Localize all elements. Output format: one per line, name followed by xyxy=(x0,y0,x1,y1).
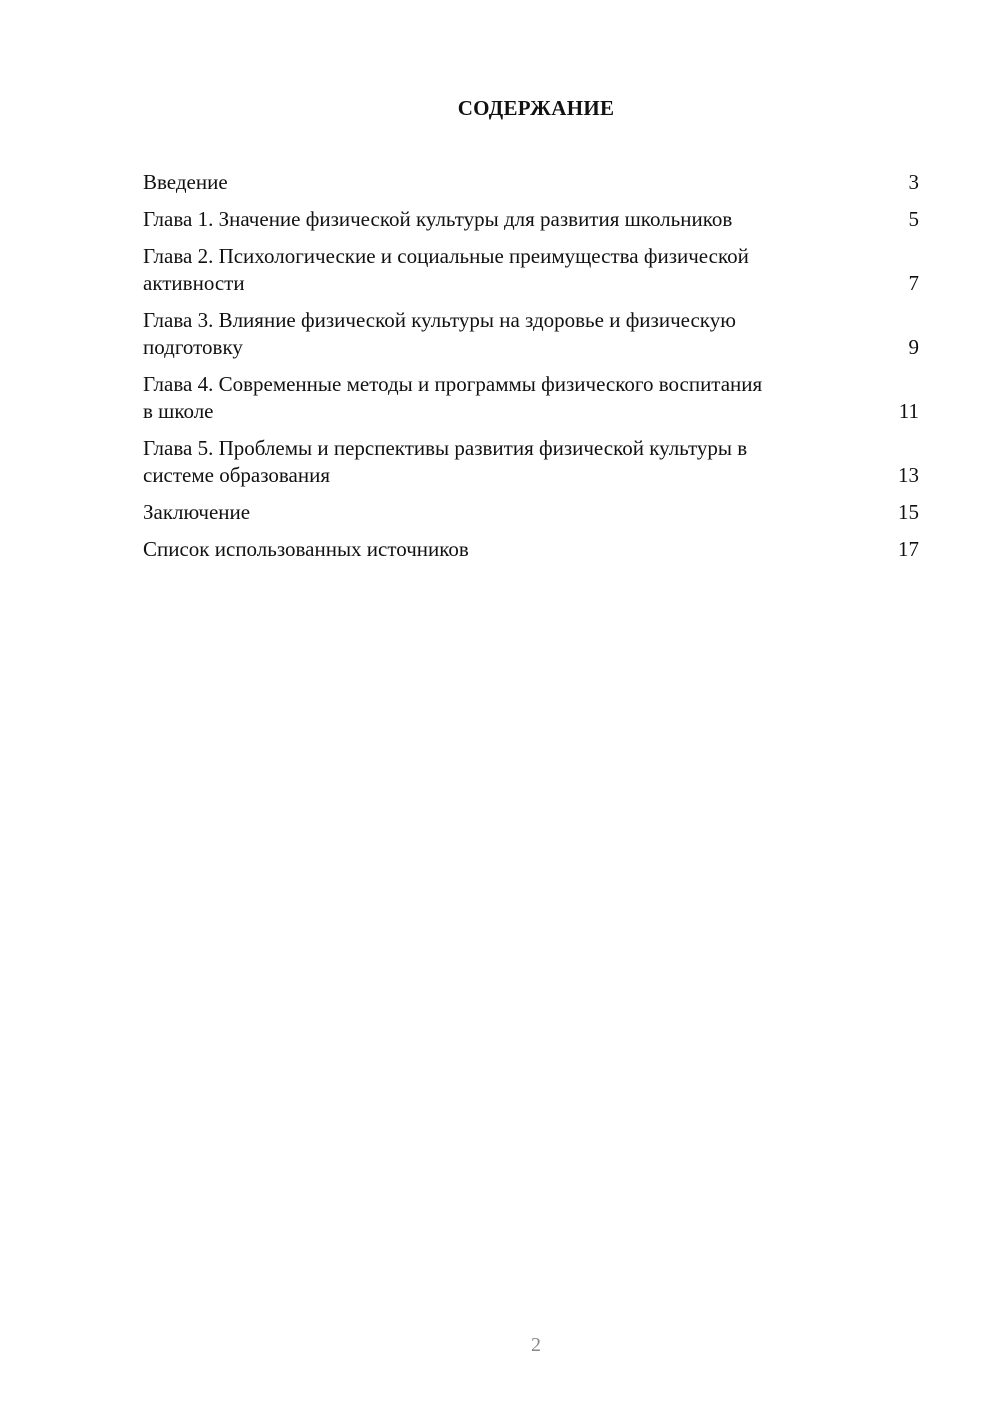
toc-entry-introduction xyxy=(143,169,919,196)
toc-entry-page: 17 xyxy=(898,537,919,561)
page-number: 2 xyxy=(531,1334,541,1356)
toc-entry-chapter-3 xyxy=(143,307,919,361)
toc-entry-page: 13 xyxy=(898,463,919,487)
toc-entry-page: 15 xyxy=(898,500,919,524)
toc-entry-chapter-2 xyxy=(143,243,919,297)
toc-entry-page: 3 xyxy=(908,170,919,194)
toc-entry-label: Глава 1. Значение физической культуры для развития школьников xyxy=(143,207,733,231)
toc-entry-page: 7 xyxy=(908,271,919,295)
toc-entry-label: Глава 4. Современные методы и программы физического воспитания в школе xyxy=(143,372,763,423)
toc-entry-conclusion xyxy=(143,499,919,526)
toc-entry-chapter-5 xyxy=(143,435,919,489)
toc-entry-label: Глава 5. Проблемы и перспективы развития физической культуры в системе образования xyxy=(143,436,748,487)
toc-entry-label: Заключение xyxy=(143,500,251,524)
toc-entry-label: Глава 2. Психологические и социальные преимущества физической активности xyxy=(143,244,749,295)
toc-entry-page: 9 xyxy=(908,335,919,359)
toc-entry-label: Глава 3. Влияние физической культуры на здоровье и физическую подготовку xyxy=(143,308,736,359)
toc-entry-label: Список использованных источников xyxy=(143,537,469,561)
toc-entry-page: 5 xyxy=(908,207,919,231)
toc-entry-chapter-1 xyxy=(143,206,919,233)
toc-entry-page: 11 xyxy=(898,399,919,423)
table-of-contents xyxy=(143,169,919,573)
toc-entry-label: Введение xyxy=(143,170,228,194)
toc-entry-references xyxy=(143,536,919,563)
page-title: СОДЕРЖАНИЕ xyxy=(457,96,615,120)
toc-entry-chapter-4 xyxy=(143,371,919,425)
